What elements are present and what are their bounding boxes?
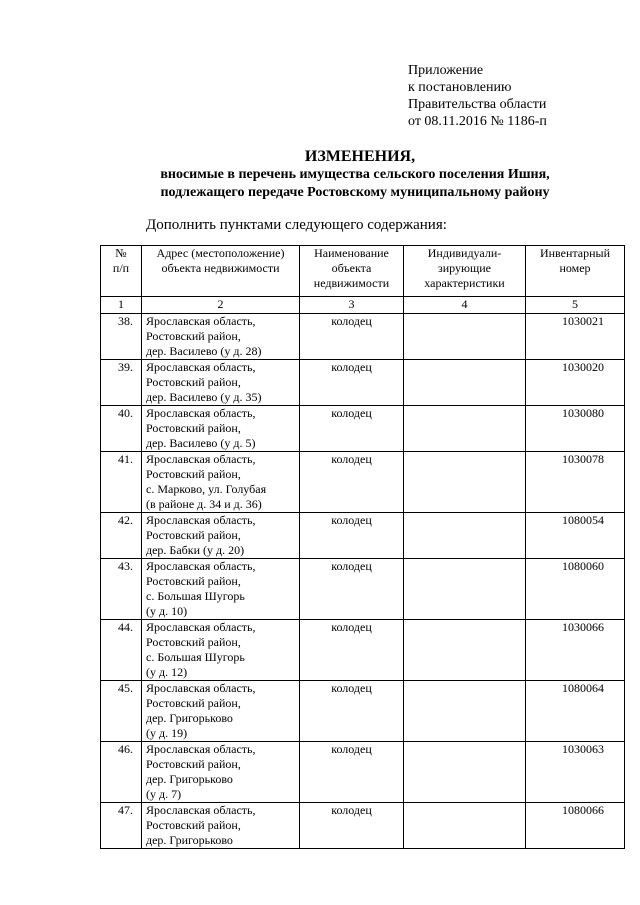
features-cell	[404, 803, 526, 849]
column-header	[404, 246, 526, 297]
column-header	[101, 246, 142, 297]
address-line: с. Большая Шугорь	[146, 589, 245, 603]
table-row	[101, 360, 625, 406]
document-subtitle: вносимые в перечень имущества сельского поселения Ишня,	[160, 167, 550, 182]
column-number: 4	[404, 297, 526, 314]
address-line: Ярославская область,	[146, 681, 256, 695]
address-cell	[142, 513, 300, 559]
inventory-number-cell: 1030021	[526, 314, 625, 360]
inventory-number-cell: 1030080	[526, 406, 625, 452]
address-line: дер. Григорьково	[146, 711, 233, 725]
address-line: Ярославская область,	[146, 559, 256, 573]
table-header-row	[101, 246, 625, 297]
table-row	[101, 681, 625, 742]
inventory-number-cell: 1080060	[526, 559, 625, 620]
address-line: с. Большая Шугорь	[146, 650, 245, 664]
property-table	[100, 245, 625, 849]
address-line: Ростовский район,	[146, 574, 241, 588]
row-number: 41.	[101, 452, 142, 513]
address-line: Ярославская область,	[146, 314, 256, 328]
table-row	[101, 803, 625, 849]
column-header-line: характеристики	[424, 276, 505, 290]
inventory-number-cell: 1080064	[526, 681, 625, 742]
inventory-number-cell: 1030066	[526, 620, 625, 681]
inventory-number-cell: 1030063	[526, 742, 625, 803]
address-line: Ростовский район,	[146, 635, 241, 649]
address-cell	[142, 406, 300, 452]
address-cell	[142, 803, 300, 849]
row-number: 47.	[101, 803, 142, 849]
address-line: Ростовский район,	[146, 818, 241, 832]
object-name-cell: колодец	[300, 742, 404, 803]
object-name-cell: колодец	[300, 406, 404, 452]
address-line: Ярославская область,	[146, 742, 256, 756]
address-line: (в районе д. 34 и д. 36)	[146, 497, 262, 511]
address-line: Ярославская область,	[146, 513, 256, 527]
row-number: 39.	[101, 360, 142, 406]
address-line: Ярославская область,	[146, 406, 256, 420]
column-header-line: Индивидуали-	[427, 246, 502, 260]
object-name-cell: колодец	[300, 620, 404, 681]
column-header-line: Наименование	[314, 246, 389, 260]
features-cell	[404, 314, 526, 360]
address-line: с. Марково, ул. Голубая	[146, 482, 267, 496]
document-title: ИЗМЕНЕНИЯ,	[304, 148, 416, 165]
address-line: Ярославская область,	[146, 803, 256, 817]
object-name-cell: колодец	[300, 360, 404, 406]
column-header-line: объекта	[331, 261, 372, 275]
address-line: дер. Григорьково	[146, 833, 233, 847]
object-name-cell: колодец	[300, 452, 404, 513]
appendix-line: Правительства области	[408, 97, 547, 112]
column-header-line: п/п	[112, 261, 130, 275]
table-row	[101, 620, 625, 681]
row-number: 40.	[101, 406, 142, 452]
address-line: Ростовский район,	[146, 375, 241, 389]
column-header-line: Адрес (местоположение)	[156, 246, 285, 260]
column-header	[300, 246, 404, 297]
object-name-cell: колодец	[300, 681, 404, 742]
table-body	[101, 297, 625, 849]
address-line: Ростовский район,	[146, 757, 241, 771]
appendix-block	[408, 62, 547, 130]
column-number: 3	[300, 297, 404, 314]
address-cell	[142, 681, 300, 742]
address-line: (у д. 7)	[146, 787, 182, 801]
object-name-cell: колодец	[300, 559, 404, 620]
row-number: 45.	[101, 681, 142, 742]
object-name-cell: колодец	[300, 314, 404, 360]
address-line: (у д. 12)	[146, 665, 188, 679]
inventory-number-cell: 1030020	[526, 360, 625, 406]
inventory-number-cell: 1080054	[526, 513, 625, 559]
address-line: (у д. 19)	[146, 726, 188, 740]
address-line: дер. Григорьково	[146, 772, 233, 786]
address-line: Ростовский район,	[146, 329, 241, 343]
appendix-line: Приложение	[408, 63, 484, 78]
features-cell	[404, 360, 526, 406]
object-name-cell: колодец	[300, 513, 404, 559]
inventory-number-cell: 1080066	[526, 803, 625, 849]
table-row	[101, 742, 625, 803]
appendix-line: от 08.11.2016 № 1186-п	[408, 114, 547, 129]
intro-text: Дополнить пунктами следующего содержания:	[146, 217, 447, 233]
features-cell	[404, 559, 526, 620]
address-cell	[142, 452, 300, 513]
address-line: дер. Василево (у д. 28)	[146, 344, 262, 358]
object-name-cell: колодец	[300, 803, 404, 849]
column-header-line: Инвентарный	[539, 246, 611, 260]
column-number: 2	[142, 297, 300, 314]
address-line: Ростовский район,	[146, 421, 241, 435]
features-cell	[404, 681, 526, 742]
address-line: Ярославская область,	[146, 360, 256, 374]
inventory-number-cell: 1030078	[526, 452, 625, 513]
row-number: 38.	[101, 314, 142, 360]
appendix-line: к постановлению	[408, 80, 512, 95]
features-cell	[404, 406, 526, 452]
table-row	[101, 406, 625, 452]
address-line: дер. Бабки (у д. 20)	[146, 543, 245, 557]
row-number: 43.	[101, 559, 142, 620]
column-header	[526, 246, 625, 297]
row-number: 46.	[101, 742, 142, 803]
address-line: Ярославская область,	[146, 620, 256, 634]
table-row	[101, 513, 625, 559]
column-header	[142, 246, 300, 297]
row-number: 44.	[101, 620, 142, 681]
address-cell	[142, 742, 300, 803]
column-header-line: недвижимости	[313, 276, 390, 290]
address-cell	[142, 314, 300, 360]
column-number-row	[101, 297, 625, 314]
address-line: Ростовский район,	[146, 528, 241, 542]
table-row	[101, 314, 625, 360]
features-cell	[404, 742, 526, 803]
address-cell	[142, 620, 300, 681]
column-header-line: объекта недвижимости	[161, 261, 280, 275]
address-line: Ростовский район,	[146, 467, 241, 481]
column-number: 1	[101, 297, 142, 314]
address-line: (у д. 10)	[146, 604, 188, 618]
features-cell	[404, 452, 526, 513]
address-line: Ярославская область,	[146, 452, 256, 466]
row-number: 42.	[101, 513, 142, 559]
features-cell	[404, 513, 526, 559]
document-heading	[0, 148, 640, 202]
table-row	[101, 559, 625, 620]
address-cell	[142, 360, 300, 406]
address-cell	[142, 559, 300, 620]
address-line: дер. Василево (у д. 35)	[146, 390, 262, 404]
table-row	[101, 452, 625, 513]
column-number: 5	[526, 297, 625, 314]
features-cell	[404, 620, 526, 681]
column-header-line: зирующие	[438, 261, 491, 275]
document-subtitle: подлежащего передаче Ростовскому муниципальному району	[160, 185, 550, 200]
address-line: Ростовский район,	[146, 696, 241, 710]
column-header-line: номер	[559, 261, 591, 275]
column-header-line: №	[115, 246, 127, 260]
address-line: дер. Василево (у д. 5)	[146, 436, 256, 450]
